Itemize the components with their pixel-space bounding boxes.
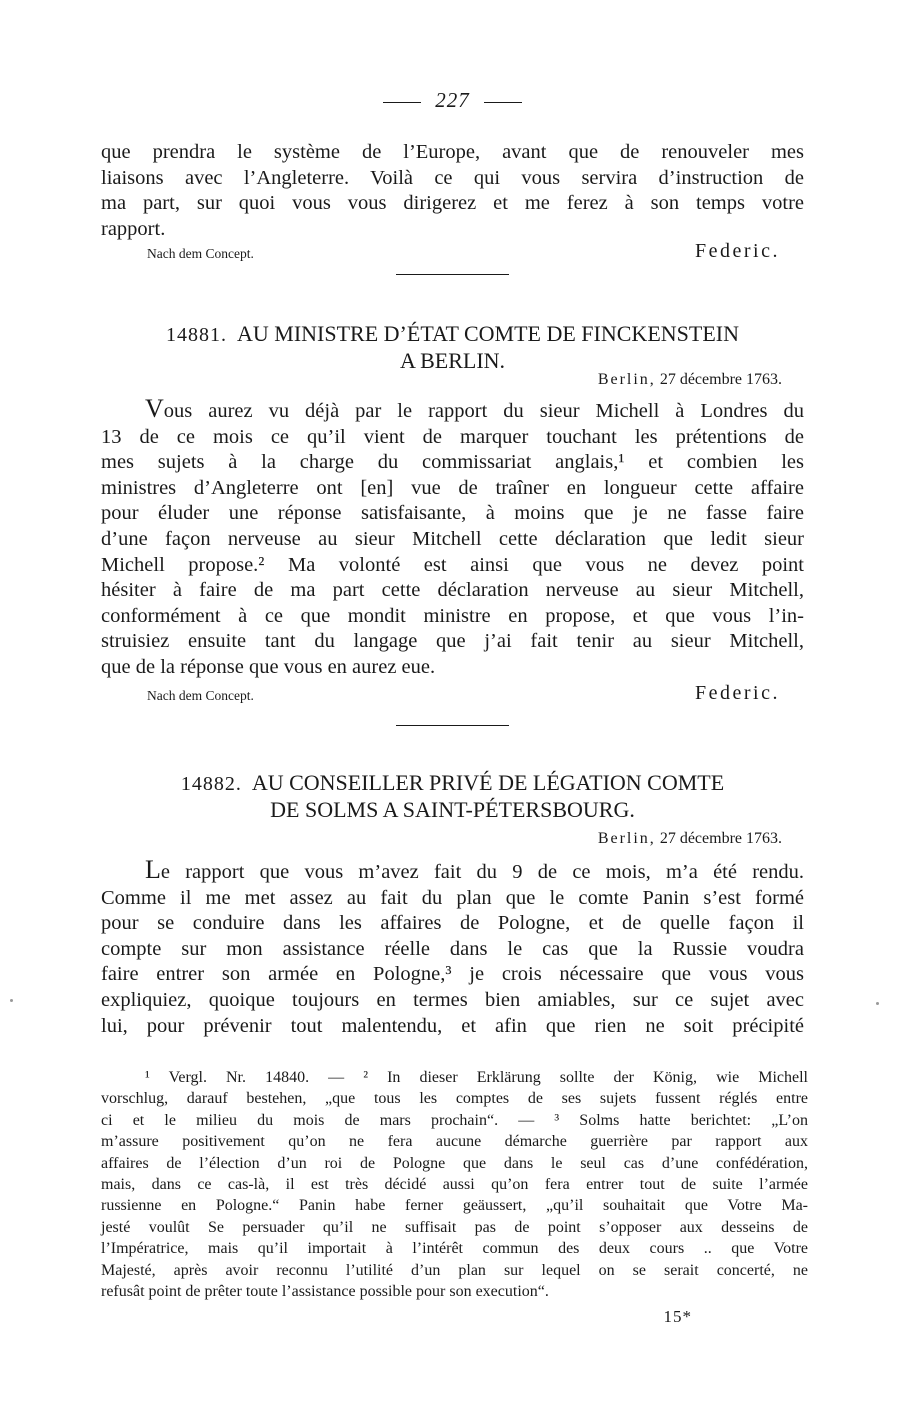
letter-heading-14882 bbox=[101, 770, 804, 822]
heading-line-2: DE SOLMS A SAINT-PÉTERSBOURG. bbox=[270, 797, 635, 822]
page-number: 227 bbox=[435, 88, 470, 112]
dateline-14881 bbox=[598, 371, 782, 389]
heading-line-2: A BERLIN. bbox=[399, 348, 506, 373]
signature: Federic. bbox=[695, 682, 780, 704]
letter-heading-14881 bbox=[101, 321, 804, 373]
text-line: que prendra le système de l’Europe, avant que de renouveler mes bbox=[101, 141, 804, 163]
footnote-line: affaires de l’élection d’un roi de Pologne que dans le seul cas d’une confédération, bbox=[101, 1154, 808, 1172]
text-line: struisiez ensuite tant du langage que j’ai fait tenir au sieur Mitchell, bbox=[101, 630, 804, 653]
date-value: 27 décembre 1763. bbox=[659, 371, 782, 388]
footnote-line: jesté voulût Se persuader qu’il ne suffisait pas de point s’opposer aux desseins de bbox=[101, 1218, 808, 1236]
text-line: pour éluder une réponse satisfaisante, à moins que je ne fasse faire bbox=[101, 502, 804, 525]
heading-title: AU CONSEILLER PRIVÉ DE LÉGATION COMTE bbox=[251, 770, 725, 795]
text-line: Comme il me met assez au fait du plan que le comte Panin s’est formé bbox=[101, 886, 804, 909]
footnotes bbox=[101, 1067, 808, 1302]
text-line: d’une façon nerveuse au sieur Mitchell cette déclaration que ledit sieur bbox=[101, 527, 804, 550]
text-line: que de la réponse que vous en aurez eue. bbox=[101, 655, 436, 678]
source-note: Nach dem Concept. bbox=[147, 688, 254, 703]
section-rule bbox=[396, 274, 509, 275]
text-line: expliquiez, quoique toujours en termes bien amiables, sur ce sujet avec bbox=[101, 988, 804, 1011]
section-rule bbox=[396, 725, 509, 726]
footnote-line: ¹ Vergl. Nr. 14840. — ² In dieser Erklärung sollte der König, wie Michell bbox=[145, 1069, 808, 1086]
text-line: e rapport que vous m’avez fait du 9 de ce mois, m’a été rendu. bbox=[160, 861, 804, 883]
text-line: rapport. bbox=[101, 217, 166, 240]
date-place: Berlin, bbox=[597, 830, 656, 847]
footnote-line: refusât point de prêter toute l’assistance possible pour son execution“. bbox=[101, 1283, 549, 1301]
footnote-line: l’Impératrice, mais qu’il importait à l’intérêt commun des deux cours .. que Votre bbox=[101, 1240, 808, 1258]
heading-line-1 bbox=[101, 321, 804, 348]
text-line: hésiter à faire de ma part cette déclaration nerveuse au sieur Mitchell, bbox=[101, 579, 804, 602]
text-line: faire entrer son armée en Pologne,³ je crois nécessaire que vous vous bbox=[101, 963, 804, 986]
drop-cap: V bbox=[145, 394, 164, 423]
running-head-dash-left bbox=[383, 102, 421, 103]
continuation-paragraph bbox=[101, 140, 804, 242]
running-head bbox=[101, 88, 804, 113]
heading-title: AU MINISTRE D’ÉTAT COMTE DE FINCKENSTEIN bbox=[237, 321, 739, 346]
text-line: 13 de ce mois ce qu’il vient de marquer touchant les prétentions de bbox=[101, 425, 804, 448]
running-head-dash-right bbox=[484, 102, 522, 103]
letter-number: 14881. bbox=[166, 324, 227, 346]
footnote-line: ci et le milieu du mois de mars prochain“. — ³ Solms hatte berichtet: „L’on bbox=[101, 1111, 808, 1129]
signature-mark: 15* bbox=[663, 1307, 692, 1326]
scan-speck bbox=[876, 1002, 879, 1005]
text-line: mes sujets à la charge du commissariat anglais,¹ et combien les bbox=[101, 451, 804, 474]
footnote-line: m’assure positivement qu’on ne fera aucune démarche guerrière par rapport aux bbox=[101, 1133, 808, 1151]
signoff-14881 bbox=[101, 682, 804, 706]
footnote-line: Majesté, après avoir reconnu l’utilité d’un plan sur lequel on se serait concerté, ne bbox=[101, 1261, 808, 1279]
text-line: lui, pour prévenir tout malentendu, et afin que rien ne soit précipité bbox=[101, 1014, 804, 1037]
footnote-line: russienne en Pologne.“ Panin habe ferner geäussert, „qu’il souhaitait que Votre Ma- bbox=[101, 1197, 808, 1215]
letter-number: 14882. bbox=[180, 773, 242, 795]
text-line: Michell propose.² Ma volonté est ainsi que vous ne devez point bbox=[101, 553, 804, 576]
continuation-signoff bbox=[101, 240, 804, 264]
text-line: pour se conduire dans les affaires de Pologne, et de quelle façon il bbox=[101, 912, 804, 935]
text-line: liaisons avec l’Angleterre. Voilà ce qui vous servira d’instruction de bbox=[101, 166, 804, 189]
text-line: ma part, sur quoi vous vous dirigerez et me ferez à son temps votre bbox=[101, 192, 804, 215]
letter-body-14882 bbox=[101, 857, 804, 1039]
source-note: Nach dem Concept. bbox=[147, 246, 254, 261]
text-line-first bbox=[101, 396, 804, 425]
dateline-14882 bbox=[598, 830, 782, 848]
text-line: compte sur mon assistance réelle dans le cas que la Russie voudra bbox=[101, 937, 804, 960]
text-line: ous aurez vu déjà par le rapport du sieur Michell à Londres du bbox=[163, 400, 804, 422]
footnote-line: vorschlug, darauf bestehen, „que tous les comptes de ses sujets fussent réglés entre bbox=[101, 1090, 808, 1108]
text-line: conformément à ce que mondit ministre en propose, et que vous l’in- bbox=[101, 604, 804, 627]
drop-cap: L bbox=[145, 855, 161, 884]
text-line-first bbox=[101, 857, 804, 886]
letter-body-14881 bbox=[101, 396, 804, 681]
text-line: ministres d’Angleterre ont [en] vue de traîner en longueur cette affaire bbox=[101, 476, 804, 499]
date-place: Berlin, bbox=[597, 371, 656, 388]
footnote-line: mais, dans ce cas-là, il est très décidé aussi qu’on fera entrer tout de suite l’armée bbox=[101, 1176, 808, 1194]
signature: Federic. bbox=[695, 240, 780, 262]
date-value: 27 décembre 1763. bbox=[659, 830, 782, 847]
scan-speck bbox=[10, 999, 13, 1002]
heading-line-1 bbox=[101, 770, 804, 797]
